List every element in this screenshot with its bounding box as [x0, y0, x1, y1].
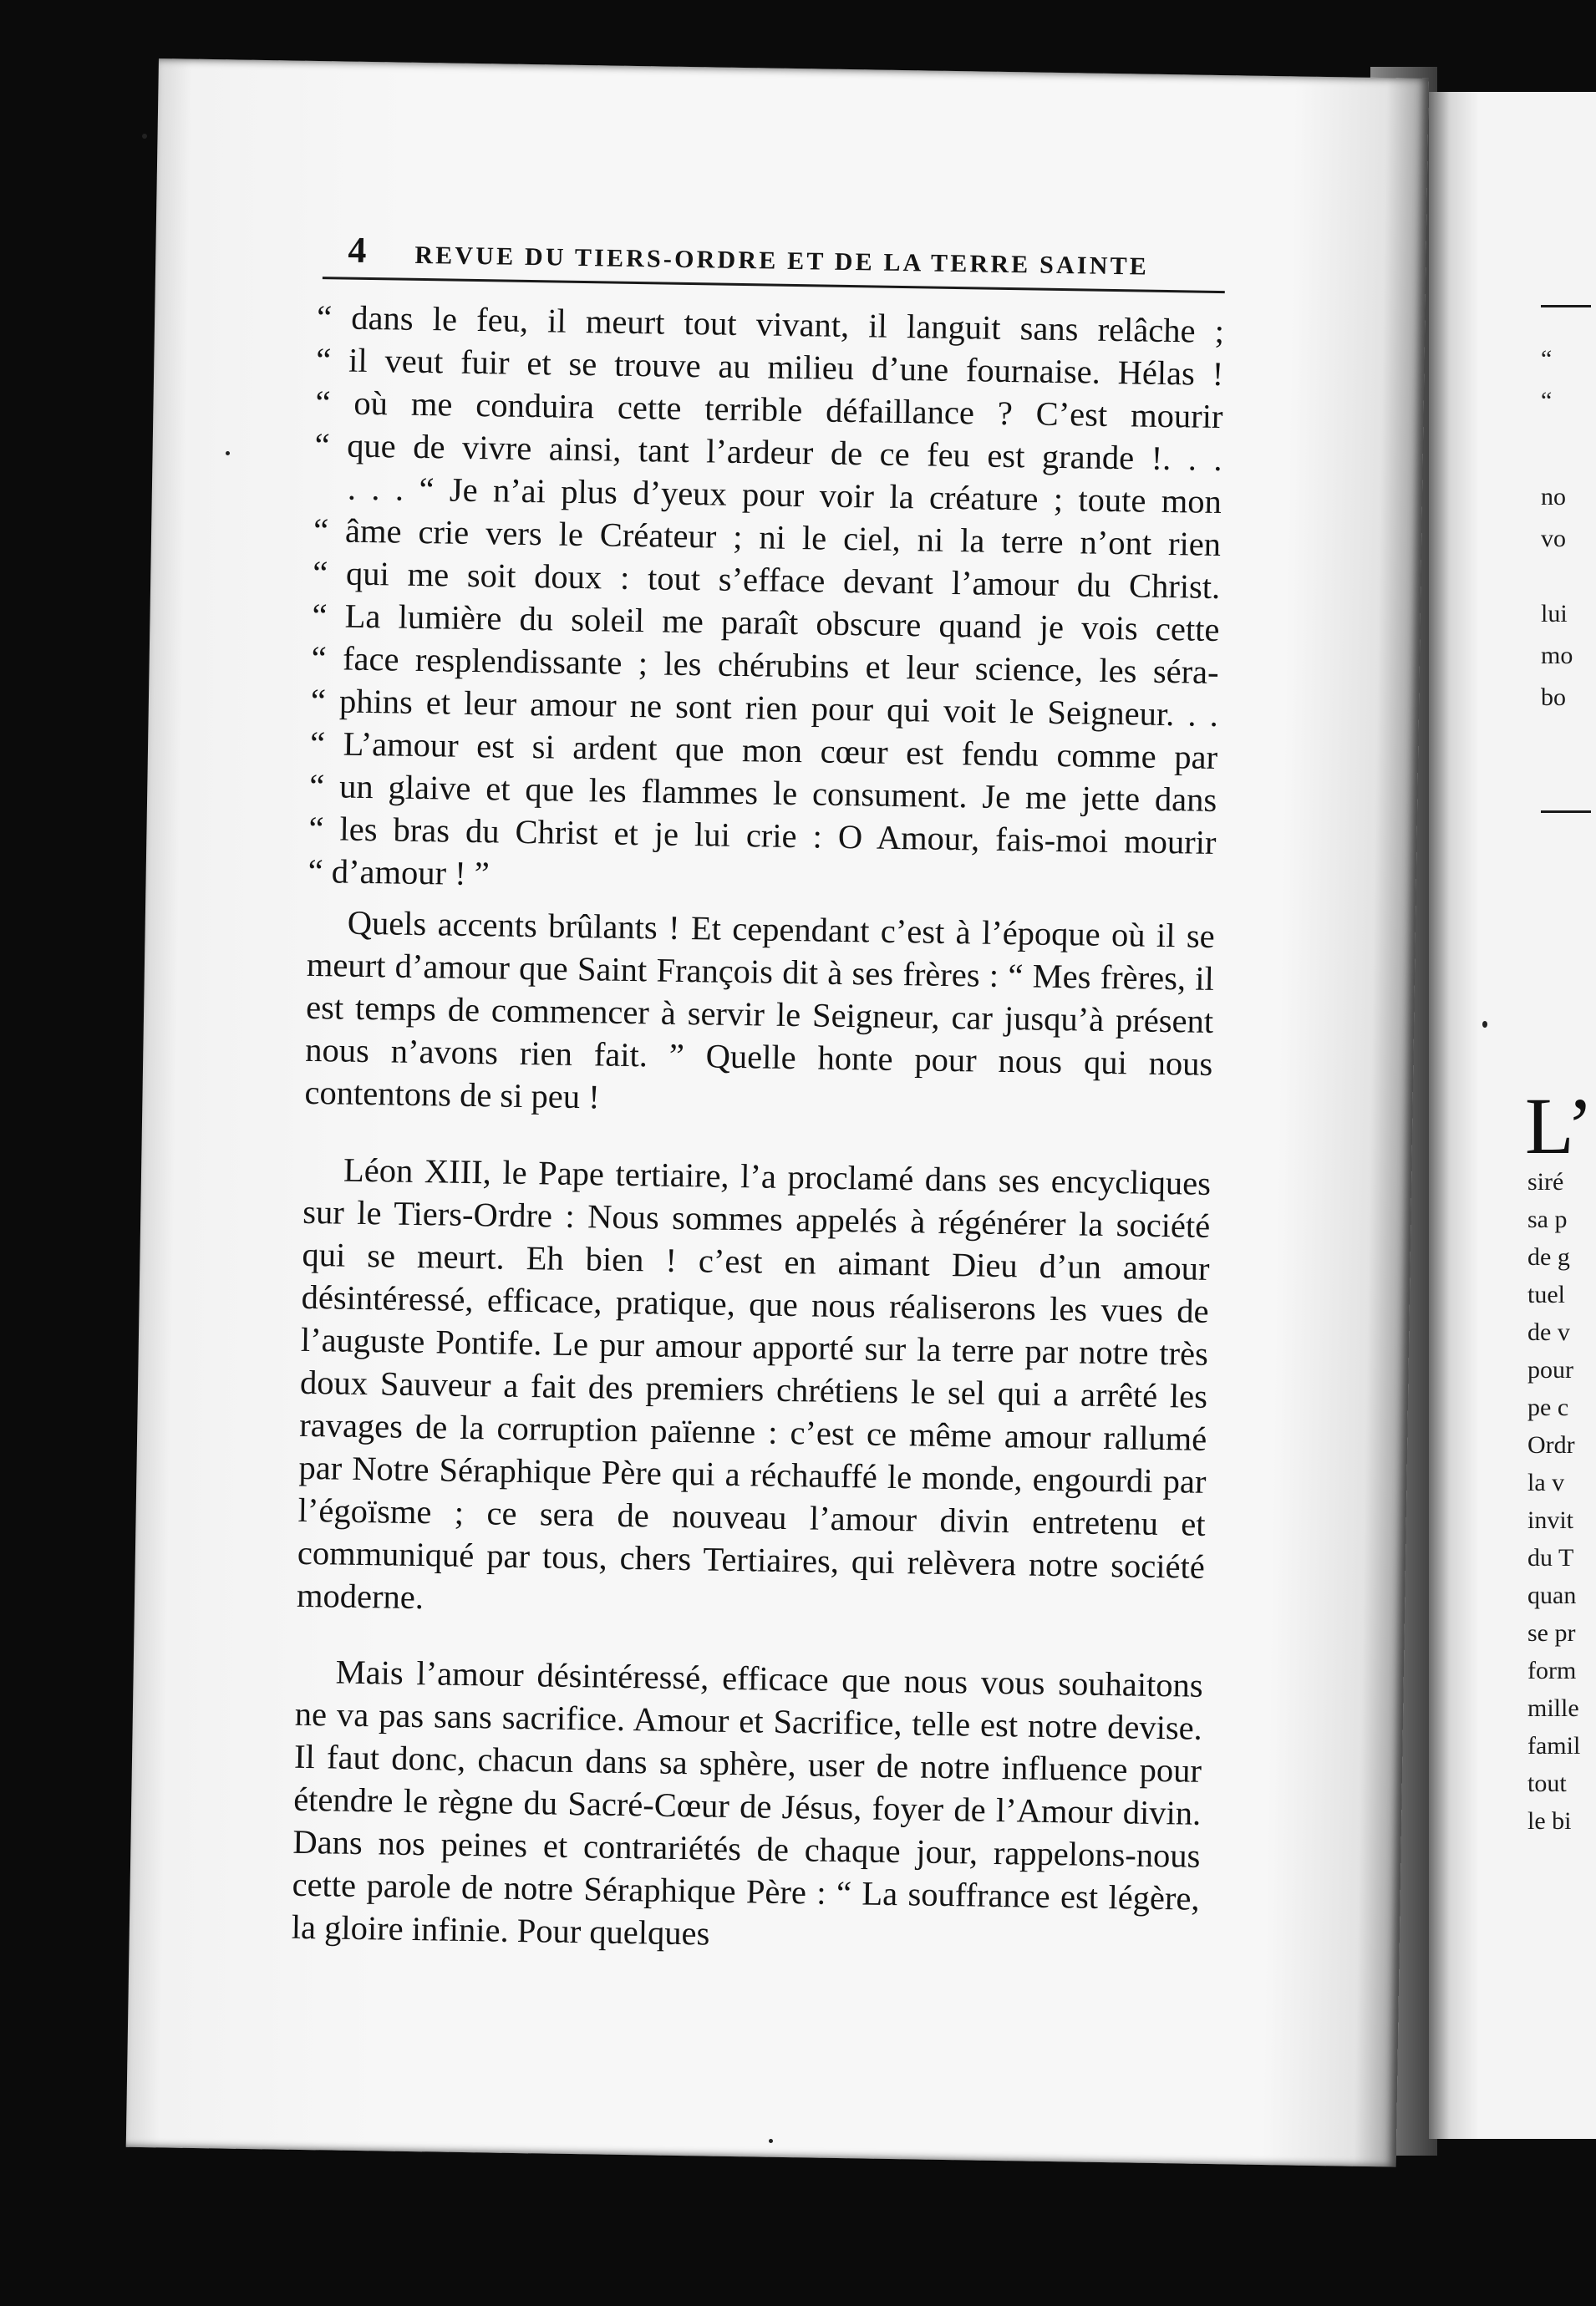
scan-speck [1482, 1021, 1487, 1028]
quote-line: “ âme crie vers le Créateur ; ni le ciel, ni la terre n’ont rien [313, 510, 1222, 564]
quote-line: “ que de vivre ainsi, tant l’ardeur de ce feu est grande !. . . [314, 425, 1222, 479]
right-page-fragment: mo [1541, 642, 1573, 669]
right-page-fragment: siré [1527, 1168, 1564, 1196]
right-page-fragment: se pr [1527, 1619, 1576, 1647]
scan-speck [226, 451, 230, 455]
right-page-edge [1429, 92, 1596, 2139]
right-page-fragment: du T [1527, 1544, 1574, 1572]
quote-line: “ un glaive et que les flammes le consument. Je me jette dans [308, 766, 1217, 819]
quote-line: “ L’amour est si ardent que mon cœur est fendu comme par [309, 724, 1218, 777]
right-page-fragment: pe c [1527, 1394, 1569, 1421]
verse-quote [308, 296, 1224, 907]
right-page-fragment: form [1527, 1657, 1577, 1684]
right-page-section-rule [1541, 810, 1591, 813]
scan-speck [769, 2139, 773, 2143]
right-page-fragment: mille [1527, 1694, 1579, 1722]
right-page-fragment: sa p [1527, 1206, 1568, 1233]
page-content [291, 228, 1226, 1996]
quote-line: “ La lumière du soleil me paraît obscure quand je vois cette [312, 596, 1220, 649]
quote-line: “ dans le feu, il meurt tout vivant, il languit sans relâche ; [316, 298, 1225, 351]
right-page-fragment: invit [1527, 1506, 1574, 1534]
running-head [348, 229, 1225, 281]
right-page-fragment: quan [1527, 1582, 1577, 1609]
quote-line: “ qui me soit doux : tout s’efface devant l’amour du Christ. [313, 553, 1221, 607]
paragraph: Léon XIII, le Pape tertiaire, l’a proclamé dans ses encycliques sur le Tiers-Ordre : Nous sommes appelés à régénérer la société qui se meurt. Eh bien ! c’est en aimant Dieu d’un amour désintéressé, efficace, pratique, que nous réaliserons les vues de l’auguste Pontife. Le pur amour apporté sur la terre par notre très doux Sauveur a fait des premiers chrétiens le sel qui a arrêté les ravages de la corruption païenne : c’est ce même amour rallumé par Notre Séraphique Père qui a réchauffé le monde, engourdi par l’égoïsme ; ce sera de nouveau l’amour divin entretenu et communiqué par tous, chers Tertiaires, qui relèvera notre société moderne. [296, 1150, 1212, 1616]
paragraph: Mais l’amour désintéressé, efficace que nous vous souhaitons ne va pas sans sacrifice. Amour et Sacrifice, telle est notre devise. Il faut donc, chacun dans sa sphère, user de notre influence pour étendre le règne du Sacré-Cœur de Jésus, foyer de l’Amour divin. Dans nos peines et contrariétés de chaque jour, rappelons-nous cette parole de notre Séraphique Père : “ La souffrance est légère, la gloire infinie. Pour quelques [291, 1653, 1203, 1953]
right-page-fragment: pour [1527, 1356, 1573, 1384]
right-page-head-rule [1541, 305, 1591, 307]
quote-line: “ où me conduira cette terrible défaillance ? C’est mourir [315, 383, 1223, 436]
page-number: 4 [348, 229, 367, 271]
quote-line: “ les bras du Christ et je lui crie : O Amour, fais-moi mourir [308, 809, 1217, 861]
scan-speck [142, 134, 147, 139]
paragraph: Quels accents brûlants ! Et cependant c’est à l’époque où il se meurt d’amour que Saint François dit à ses frères : “ Mes frères, il est temps de commencer à servir le Seigneur, car jusqu’à présent nous n’avons rien fait. ” Quelle honte pour nous qui nous contentons de si peu ! [304, 903, 1216, 1116]
body-text [291, 296, 1224, 1963]
quote-line: “ d’amour ! ” [308, 851, 490, 893]
right-page-fragment: tuel [1527, 1281, 1565, 1308]
right-page-fragment: de g [1527, 1243, 1570, 1271]
quote-line: . . . “ Je n’ai plus d’yeux pour voir la créature ; toute mon [347, 469, 1222, 521]
right-page-fragment: “ [1541, 387, 1553, 414]
right-page-fragment: bo [1541, 683, 1566, 711]
quote-line: “ phins et leur amour ne sont rien pour qui voit le Seigneur. . . [310, 681, 1219, 734]
right-page-fragment: no [1541, 483, 1566, 510]
right-page-dropcap: L’ [1525, 1081, 1593, 1171]
right-page-fragment: famil [1527, 1732, 1581, 1760]
right-page-fragment: vo [1541, 525, 1566, 552]
right-page-fragment: Ordr [1527, 1431, 1575, 1459]
running-head-title: REVUE DU TIERS-ORDRE ET DE LA TERRE SAINTE [414, 241, 1150, 281]
quote-line: “ il veut fuir et se trouve au milieu d’une fournaise. Hélas ! [316, 341, 1224, 394]
right-page-fragment: tout [1527, 1770, 1567, 1797]
right-page-fragment: lui [1541, 600, 1568, 627]
right-page-fragment: de v [1527, 1318, 1570, 1346]
quote-line: “ face resplendissante ; les chérubins et leur science, les séra- [311, 638, 1219, 692]
right-page-fragment: le bi [1527, 1807, 1572, 1835]
right-page-fragment: la v [1527, 1469, 1565, 1496]
right-page-fragment: “ [1541, 345, 1553, 373]
left-page [126, 58, 1429, 2167]
